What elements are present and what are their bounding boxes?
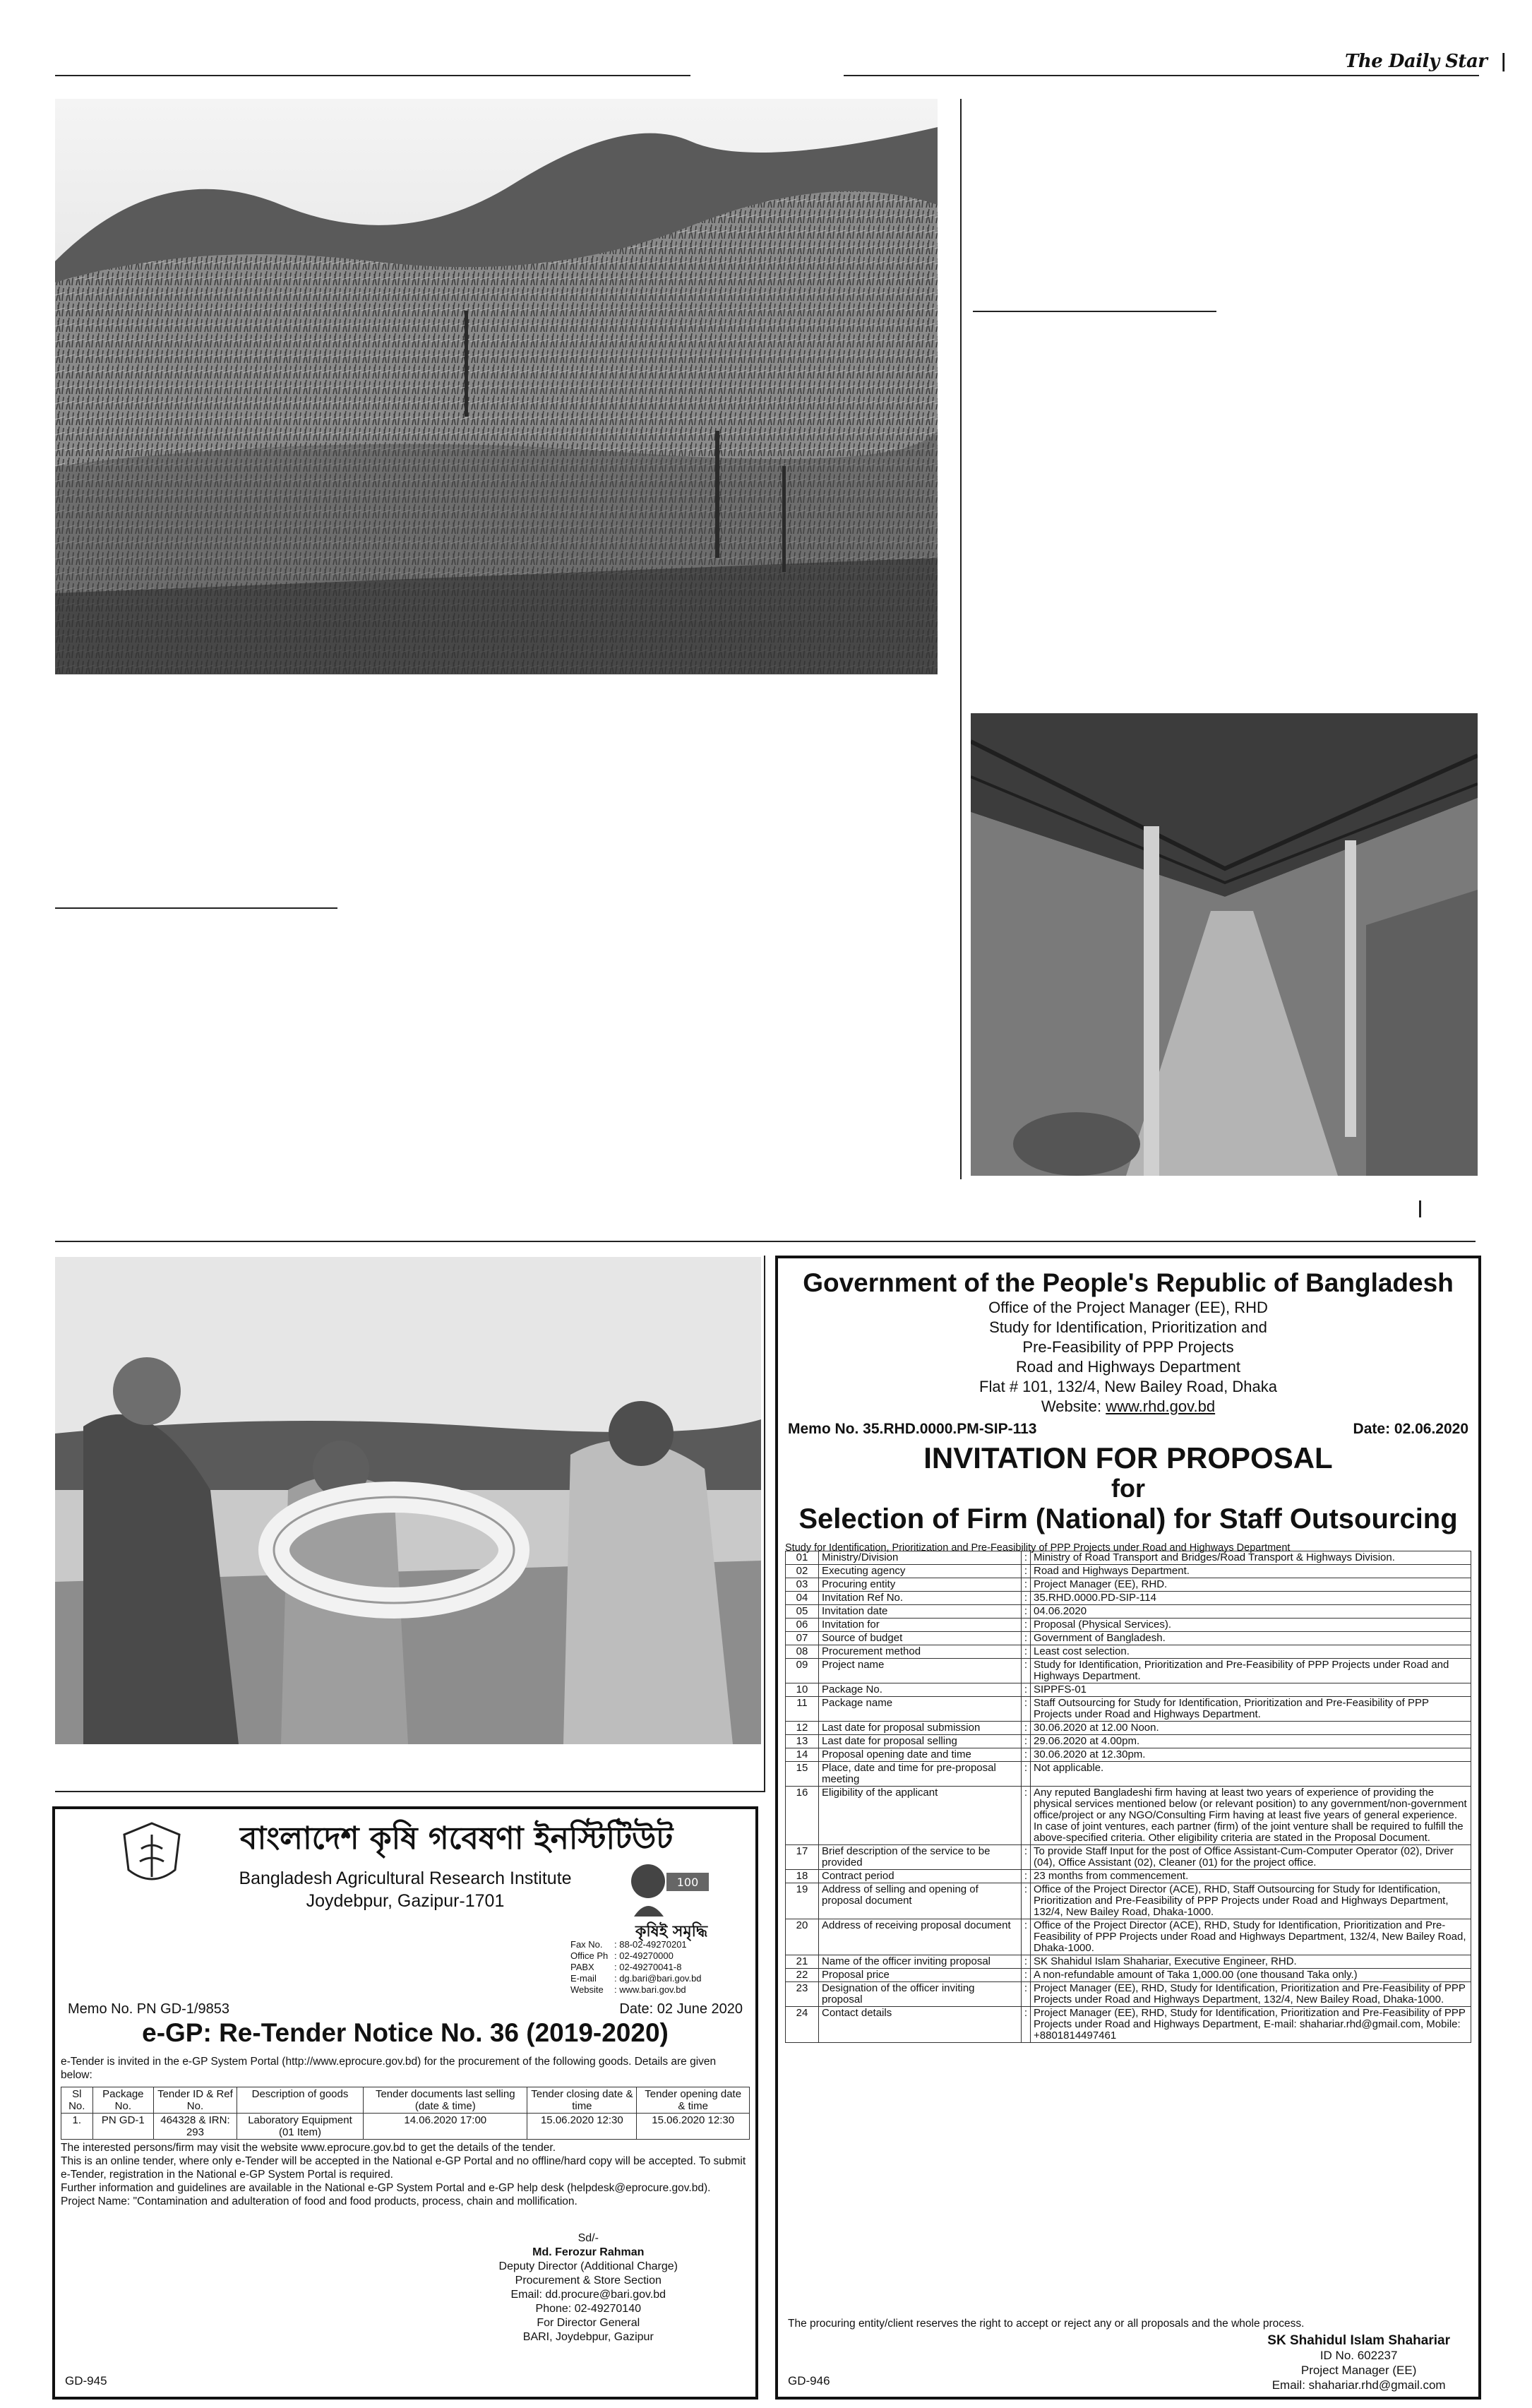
bari-gd-code: GD-945 [65,2374,107,2388]
rhd-website-label: Website: [1041,1397,1106,1415]
byline-rule-right [973,311,1216,312]
rhd-sign-title: Project Manager (EE) [1300,2364,1417,2377]
byline-rule-left [55,907,337,909]
contact-line [570,1950,702,1962]
contact-line [570,1962,702,1973]
row-value: Any reputed Bangladeshi firm having at least two years of experience of providing the physical services mentioned below (or relevant position) to any government/non-government office/project or any NGO/Consulting Firm having at least five years of general experience. In case of joint ventures, each partner (firm) of the joint venture shall be required to fulfill the above-specified criteria. Other eligibility criteria are stated in the Proposal Document. [1031,1787,1471,1845]
row-item: Procurement method [819,1645,1022,1659]
rhd-study-line1: Study for Identification, Prioritization and [989,1318,1267,1336]
rhd-study-line2: Pre-Feasibility of PPP Projects [1022,1338,1234,1356]
table-row [786,1592,1471,1605]
masthead [1345,51,1507,72]
row-number: 13 [786,1735,819,1748]
table-row [786,2007,1471,2043]
bari-name-bengali: বাংলাদেশ কৃষি গবেষণা ইনস্টিটিউট [240,1820,674,1856]
photo-burnt-shed [971,713,1478,1176]
table-row [786,1955,1471,1969]
note-line: This is an online tender, where only e-Tender will be accepted in the National e-GP Portal and no offline/hard copy will be accepted. To submit e-Tender, registration in the National e-GP System Portal is required. [61,2155,746,2181]
row-item: Name of the officer inviting proposal [819,1955,1022,1969]
contact-value[interactable]: dg.bari@bari.gov.bd [619,1973,702,1984]
column-divider [960,99,962,1179]
table-row [786,1787,1471,1845]
table-cell: 15.06.2020 12:30 [637,2114,750,2140]
row-value: SK Shahidul Islam Shahariar, Executive Engineer, RHD. [1031,1955,1471,1969]
row-number: 02 [786,1565,819,1578]
row-colon: : [1022,2007,1031,2043]
table-row [786,1845,1471,1870]
row-colon: : [1022,1845,1031,1870]
row-number: 14 [786,1748,819,1762]
rhd-website-link[interactable]: www.rhd.gov.bd [1106,1397,1216,1415]
row-item: Invitation for [819,1619,1022,1632]
row-item: Procuring entity [819,1578,1022,1592]
table-row [786,1748,1471,1762]
table-row [786,1883,1471,1919]
row-value: Ministry of Road Transport and Bridges/Road Transport & Highways Division. [1031,1551,1471,1565]
bari-signature-block [499,2231,678,2344]
row-colon: : [1022,1762,1031,1787]
contact-value[interactable]: www.bari.gov.bd [619,1984,686,1995]
row-value: 30.06.2020 at 12.00 Noon. [1031,1722,1471,1735]
row-value: 23 months from commencement. [1031,1870,1471,1883]
bari-memo-no: Memo No. PN GD-1/9853 [68,2001,229,2017]
row-number: 20 [786,1919,819,1955]
column-header: Tender ID & Ref No. [154,2087,237,2114]
top-rule-right [844,75,1479,76]
signature-line: Sd/- [578,2232,599,2244]
rhd-sign-id: ID No. 602237 [1319,2349,1398,2362]
rhd-gd-code: GD-946 [788,2374,830,2388]
row-colon: : [1022,1969,1031,1982]
table-row [786,1551,1471,1565]
rhd-address: Flat # 101, 132/4, New Bailey Road, Dhaka [979,1378,1277,1395]
contact-line [570,1984,702,1996]
row-item: Address of selling and opening of proposal document [819,1883,1022,1919]
column-header: Package No. [92,2087,154,2114]
note-line: The interested persons/firm may visit the website www.eprocure.gov.bd to get the details of the tender. [61,2142,556,2154]
row-value: Staff Outsourcing for Study for Identification, Prioritization and Pre-Feasibility of PPP Projects under Road and Highways Department. [1031,1697,1471,1722]
row-colon: : [1022,1619,1031,1632]
table-row [786,1645,1471,1659]
contact-key: PABX [570,1962,594,1972]
bari-name-english: Bangladesh Agricultural Research Institute [239,1868,572,1888]
table-cell: 15.06.2020 12:30 [527,2114,637,2140]
row-number: 18 [786,1870,819,1883]
rhd-title-selection: Selection of Firm (National) for Staff Outsourcing [798,1503,1458,1534]
bari-contact-block [570,1939,702,1996]
contact-value: 02-49270041-8 [619,1962,682,1972]
bari-slogan: কৃষিই সমৃদ্ধি [635,1923,708,1941]
row-item: Place, date and time for pre-proposal meeting [819,1762,1022,1787]
row-item: Package name [819,1697,1022,1722]
row-colon: : [1022,1632,1031,1645]
row-item: Executing agency [819,1565,1022,1578]
contact-value: 88-02-49270201 [619,1939,687,1950]
row-value: Study for Identification, Prioritization and Pre-Feasibility of PPP Projects under Road and Highways Department. [1031,1659,1471,1683]
contact-colon: : [614,1962,620,1972]
row-item: Ministry/Division [819,1551,1022,1565]
row-item: Source of budget [819,1632,1022,1645]
table-row [786,1919,1471,1955]
row-value: 35.RHD.0000.PD-SIP-114 [1031,1592,1471,1605]
row-colon: : [1022,1883,1031,1919]
signature-line: BARI, Joydebpur, Gazipur [522,2331,654,2343]
row-value: Government of Bangladesh. [1031,1632,1471,1645]
signature-line: Deputy Director (Additional Charge) [498,2260,678,2272]
row-value: 30.06.2020 at 12.30pm. [1031,1748,1471,1762]
row-value: Project Manager (EE), RHD. [1031,1578,1471,1592]
contact-key: Website [570,1984,604,1995]
row-number: 12 [786,1722,819,1735]
row-number: 10 [786,1683,819,1697]
rhd-subtitle: Study for Identification, Prioritization and Pre-Feasibility of PPP Projects under Road and Highways Department [785,1542,1291,1554]
row-item: Proposal price [819,1969,1022,1982]
contact-key: Fax No. [570,1939,603,1950]
rhd-footer-note: The procuring entity/client reserves the right to accept or reject any or all proposals and the whole process. [788,2318,1305,2330]
row-number: 05 [786,1605,819,1619]
rhd-memo-date: Date: 02.06.2020 [1353,1421,1468,1437]
section-divider [55,1241,1476,1242]
row-number: 22 [786,1969,819,1982]
rhd-header [778,1268,1478,1417]
row-value: 04.06.2020 [1031,1605,1471,1619]
table-row [786,1870,1471,1883]
table-row [786,1762,1471,1787]
masthead-name: The Daily Star [1345,51,1488,72]
signature-line: For Director General [537,2317,640,2329]
row-colon: : [1022,1578,1031,1592]
row-number: 23 [786,1982,819,2007]
rhd-title-invitation: INVITATION FOR PROPOSAL [923,1441,1333,1474]
row-item: Brief description of the service to be provided [819,1845,1022,1870]
contact-line [570,1939,702,1950]
row-item: Project name [819,1659,1022,1683]
row-number: 17 [786,1845,819,1870]
table-cell: PN GD-1 [92,2114,154,2140]
contact-key: E-mail [570,1973,597,1984]
row-colon: : [1022,1551,1031,1565]
photo-damaged-crop-field [55,99,938,674]
row-colon: : [1022,1697,1031,1722]
bari-memo-row [68,2001,743,2017]
rhd-memo-row [778,1421,1478,1438]
table-row [786,1697,1471,1722]
row-value: Least cost selection. [1031,1645,1471,1659]
end-mark [1419,1200,1421,1217]
row-colon: : [1022,1645,1031,1659]
rhd-proposal-advertisement [775,1256,1481,2400]
row-value: A non-refundable amount of Taka 1,000.00 (one thousand Taka only.) [1031,1969,1471,1982]
row-number: 01 [786,1551,819,1565]
photo-lifebuoy-handover [55,1257,761,1744]
rhd-signature-block [1267,2333,1450,2392]
column-header: Sl No. [61,2087,93,2114]
table-row [61,2114,750,2140]
bari-portrait-logo [627,1853,712,1917]
rhd-website-line [778,1397,1478,1417]
table-row [786,1632,1471,1645]
row-item: Invitation date [819,1605,1022,1619]
row-value: Project Manager (EE), RHD, Study for Identification, Prioritization and Pre-Feasibility of PPP Projects under Road and Highways Department, 132/4, New Bailey Road, Dhaka-1000. [1031,1982,1471,2007]
row-number: 08 [786,1645,819,1659]
table-cell: 1. [61,2114,93,2140]
bari-intro: e-Tender is invited in the e-GP System Portal (http://www.eprocure.gov.bd) for the procurement of the following goods. Details are given below: [61,2056,717,2081]
table-row [786,1982,1471,2007]
row-item: Last date for proposal selling [819,1735,1022,1748]
row-item: Package No. [819,1683,1022,1697]
row-item: Address of receiving proposal document [819,1919,1022,1955]
row-colon: : [1022,1748,1031,1762]
note-line: Project Name: "Contamination and adulteration of food and food products, process, chain and mollification. [61,2195,578,2207]
contact-colon: : [614,1939,620,1950]
row-colon: : [1022,1722,1031,1735]
row-item: Designation of the officer inviting proposal [819,1982,1022,2007]
row-colon: : [1022,1955,1031,1969]
rhd-sign-email[interactable]: Email: shahariar.rhd@gmail.com [1271,2378,1446,2392]
row-value: Proposal (Physical Services). [1031,1619,1471,1632]
row-item: Invitation Ref No. [819,1592,1022,1605]
row-item: Contract period [819,1870,1022,1883]
row-item: Eligibility of the applicant [819,1787,1022,1845]
table-row [786,1735,1471,1748]
row-value: Not applicable. [1031,1762,1471,1787]
row-value: 29.06.2020 at 4.00pm. [1031,1735,1471,1748]
table-row [786,1683,1471,1697]
contact-line [570,1973,702,1984]
masthead-separator: | [1500,51,1507,72]
contact-colon: : [614,1950,620,1961]
row-colon: : [1022,1787,1031,1845]
row-number: 19 [786,1883,819,1919]
row-number: 24 [786,2007,819,2043]
rhd-title-for: for [1111,1474,1145,1503]
photo3-frame-bottom [55,1791,765,1792]
table-row [786,1722,1471,1735]
bari-location: Joydebpur, Gazipur-1701 [306,1891,505,1911]
row-value: Office of the Project Director (ACE), RHD, Study for Identification, Prioritization and Pre-Feasibility of PPP Projects under Road and Highways Department, 132/4, New Bailey Road, Dhaka-1000. [1031,1919,1471,1955]
row-number: 03 [786,1578,819,1592]
bari-memo-date: Date: 02 June 2020 [619,2001,743,2017]
row-colon: : [1022,1659,1031,1683]
row-colon: : [1022,1592,1031,1605]
rhd-office: Office of the Project Manager (EE), RHD [988,1299,1268,1316]
column-header: Tender closing date & time [527,2087,637,2114]
table-row [786,1578,1471,1592]
row-number: 16 [786,1787,819,1845]
row-value: Office of the Project Director (ACE), RHD, Staff Outsourcing for Study for Identification, Prioritization and Pre-Feasibility of PPP Projects under Road and Highways Department, 132/4, New Bailey Road, Dhaka-1000. [1031,1883,1471,1919]
row-colon: : [1022,1565,1031,1578]
table-row [786,1619,1471,1632]
bari-notes [61,2141,750,2208]
rhd-details-table [785,1551,1471,2043]
row-value: Road and Highways Department. [1031,1565,1471,1578]
row-colon: : [1022,1683,1031,1697]
contact-value: 02-49270000 [619,1950,674,1961]
row-item: Contact details [819,2007,1022,2043]
column-header: Description of goods [237,2087,363,2114]
row-number: 07 [786,1632,819,1645]
bari-notice-title: e-GP: Re-Tender Notice No. 36 (2019-2020) [142,2018,669,2047]
contact-colon: : [614,1984,620,1995]
row-colon: : [1022,1870,1031,1883]
row-value: To provide Staff Input for the post of Office Assistant-Cum-Computer Operator (02), Driver (04), Office Assistant (02), Cleaner (01) for the project office. [1031,1845,1471,1870]
table-cell: 464328 & IRN: 293 [154,2114,237,2140]
bari-tender-advertisement [52,1806,758,2400]
table-row [786,1659,1471,1683]
row-value: SIPPFS-01 [1031,1683,1471,1697]
table-cell: Laboratory Equipment (01 Item) [237,2114,363,2140]
rhd-sign-name: SK Shahidul Islam Shahariar [1267,2333,1450,2348]
signature-line: Phone: 02-49270140 [535,2303,641,2315]
rhd-department: Road and Highways Department [1016,1358,1240,1376]
photo3-frame-right [764,1256,765,1792]
signature-line: Md. Ferozur Rahman [532,2246,645,2258]
signature-line: Email: dd.procure@bari.gov.bd [510,2289,666,2301]
row-colon: : [1022,1605,1031,1619]
row-number: 09 [786,1659,819,1683]
row-value: Project Manager (EE), RHD, Study for Identification, Prioritization and Pre-Feasibility of PPP Projects under Road and Highways Department, E-mail: shahariar.rhd@gmail.com, Mobile: +8801814497461 [1031,2007,1471,2043]
table-cell: 14.06.2020 17:00 [364,2114,527,2140]
table-row [786,1565,1471,1578]
table-row [786,1605,1471,1619]
bari-tender-table [61,2087,750,2140]
column-header: Tender documents last selling (date & time) [364,2087,527,2114]
row-number: 04 [786,1592,819,1605]
rhd-memo-no: Memo No. 35.RHD.0000.PM-SIP-113 [788,1421,1037,1437]
row-number: 15 [786,1762,819,1787]
signature-line: Procurement & Store Section [515,2275,662,2287]
contact-key: Office Ph [570,1950,609,1961]
contact-colon: : [614,1973,620,1984]
column-header: Tender opening date & time [637,2087,750,2114]
row-colon: : [1022,1735,1031,1748]
rhd-government-title: Government of the People's Republic of Bangladesh [803,1268,1454,1297]
row-number: 21 [786,1955,819,1969]
svg-text:100: 100 [676,1876,699,1889]
note-line: Further information and guidelines are available in the National e-GP System Portal and e-GP help desk (helpdesk@eprocure.gov.bd). [61,2182,711,2194]
row-colon: : [1022,1919,1031,1955]
row-item: Last date for proposal submission [819,1722,1022,1735]
row-number: 11 [786,1697,819,1722]
row-number: 06 [786,1619,819,1632]
top-rule-left [55,75,690,76]
row-colon: : [1022,1982,1031,2007]
row-item: Proposal opening date and time [819,1748,1022,1762]
table-row [786,1969,1471,1982]
